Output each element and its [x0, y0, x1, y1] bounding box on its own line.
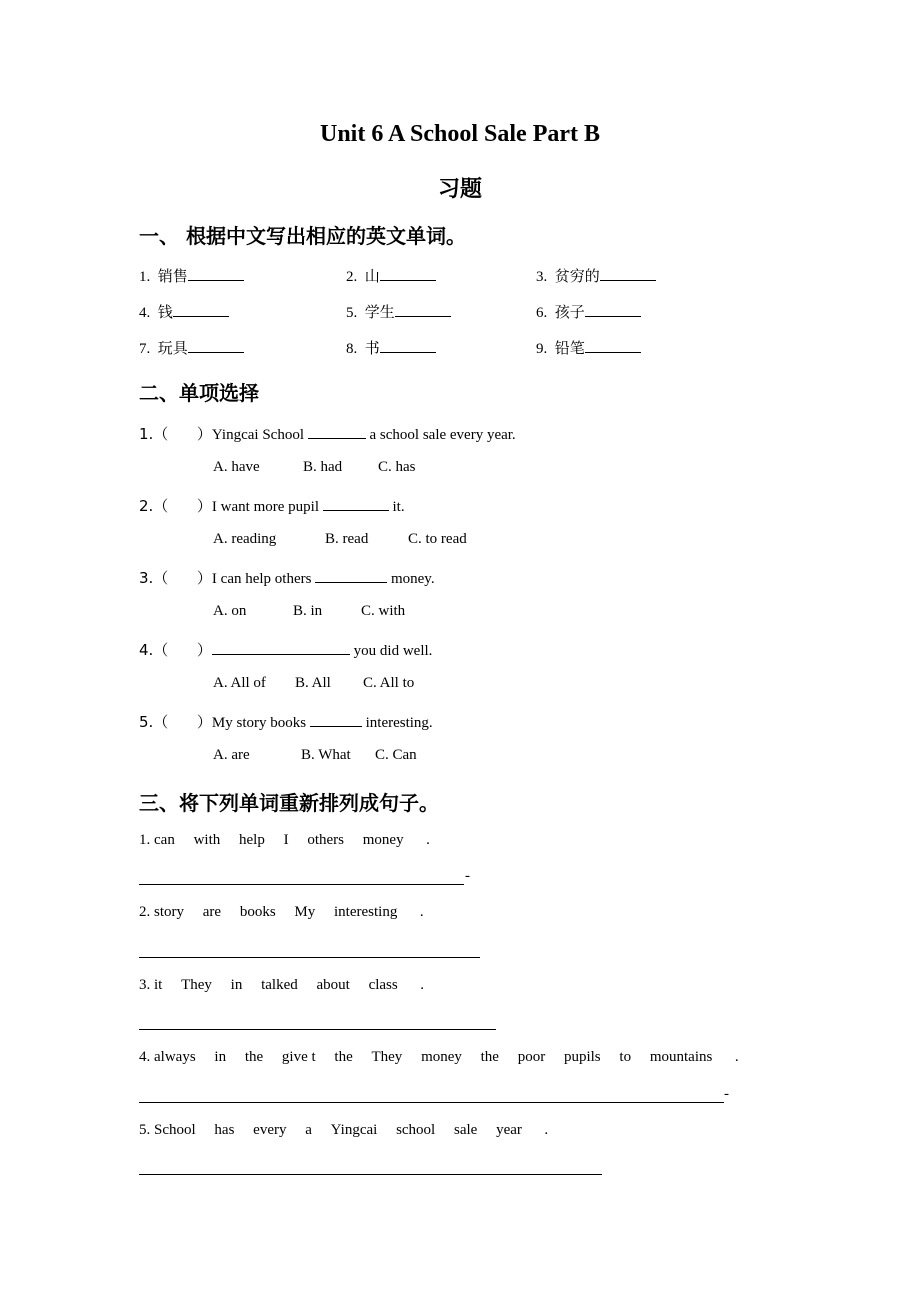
answer-blank[interactable]	[600, 280, 656, 281]
vocab-item: 7. 玩具	[139, 337, 244, 358]
vocab-item: 4. 钱	[139, 301, 229, 322]
answer-line[interactable]	[139, 957, 480, 958]
vocab-item: 1. 销售	[139, 265, 244, 286]
mc-question: 5.（ ）My story books interesting.	[139, 713, 433, 731]
answer-blank[interactable]	[315, 582, 387, 583]
line-trail: -	[724, 1086, 729, 1102]
option[interactable]: A. on	[213, 603, 247, 619]
option[interactable]: B. in	[293, 603, 323, 619]
option[interactable]: A. All of	[213, 675, 266, 691]
scramble-item: 2. story are books My interesting .	[139, 904, 424, 920]
option[interactable]: B. read	[325, 531, 369, 547]
vocab-item: 5. 学生	[346, 301, 451, 322]
answer-blank[interactable]	[395, 316, 451, 317]
answer-line[interactable]	[139, 1029, 496, 1030]
scramble-item: 4. always in the give t the They money the poor pupils to mountains .	[139, 1049, 739, 1065]
mc-question: 4.（ ） you did well.	[139, 641, 433, 659]
option[interactable]: A. are	[213, 747, 250, 763]
option[interactable]: A. reading	[213, 531, 277, 547]
option[interactable]: C. with	[361, 603, 406, 619]
section-3-heading: 三、将下列单词重新排列成句子。	[139, 791, 439, 815]
option[interactable]: B. All	[295, 675, 331, 691]
scramble-item: 3. it They in talked about class .	[139, 977, 424, 993]
option[interactable]: B. What	[301, 747, 351, 763]
page-title: Unit 6 A School Sale Part B	[319, 121, 601, 147]
mc-question: 3.（ ）I can help others money.	[139, 569, 435, 587]
section-1-heading: 一、 根据中文写出相应的英文单词。	[139, 224, 466, 248]
answer-blank[interactable]	[173, 316, 229, 317]
scramble-item: 5. School has every a Yingcai school sale year .	[139, 1122, 549, 1138]
answer-blank[interactable]	[585, 352, 641, 353]
answer-blank[interactable]	[188, 352, 244, 353]
page-subtitle: 习题	[437, 177, 482, 202]
answer-blank[interactable]	[308, 438, 366, 439]
answer-blank[interactable]	[323, 510, 389, 511]
vocab-item: 2. 山	[346, 265, 436, 286]
vocab-item: 3. 贫穷的	[536, 265, 656, 286]
option[interactable]: A. have	[213, 459, 260, 475]
mc-question: 2.（ ）I want more pupil it.	[139, 497, 405, 515]
answer-line[interactable]	[139, 884, 464, 885]
answer-blank[interactable]	[380, 352, 436, 353]
answer-blank[interactable]	[380, 280, 436, 281]
scramble-item: 1. can with help I others money .	[139, 832, 430, 848]
answer-line[interactable]	[139, 1174, 602, 1175]
option[interactable]: C. has	[378, 459, 416, 475]
option[interactable]: B. had	[303, 459, 343, 475]
answer-blank[interactable]	[310, 726, 362, 727]
answer-line[interactable]	[139, 1102, 724, 1103]
mc-question: 1.（ ）Yingcai School a school sale every year.	[139, 425, 516, 443]
answer-blank[interactable]	[212, 654, 350, 655]
vocab-item: 8. 书	[346, 337, 436, 358]
vocab-item: 6. 孩子	[536, 301, 641, 322]
answer-blank[interactable]	[585, 316, 641, 317]
answer-blank[interactable]	[188, 280, 244, 281]
line-trail: -	[465, 868, 470, 884]
option[interactable]: C. All to	[363, 675, 415, 691]
option[interactable]: C. Can	[375, 747, 417, 763]
option[interactable]: C. to read	[408, 531, 467, 547]
vocab-item: 9. 铅笔	[536, 337, 641, 358]
section-2-heading: 二、单项选择	[139, 381, 259, 405]
